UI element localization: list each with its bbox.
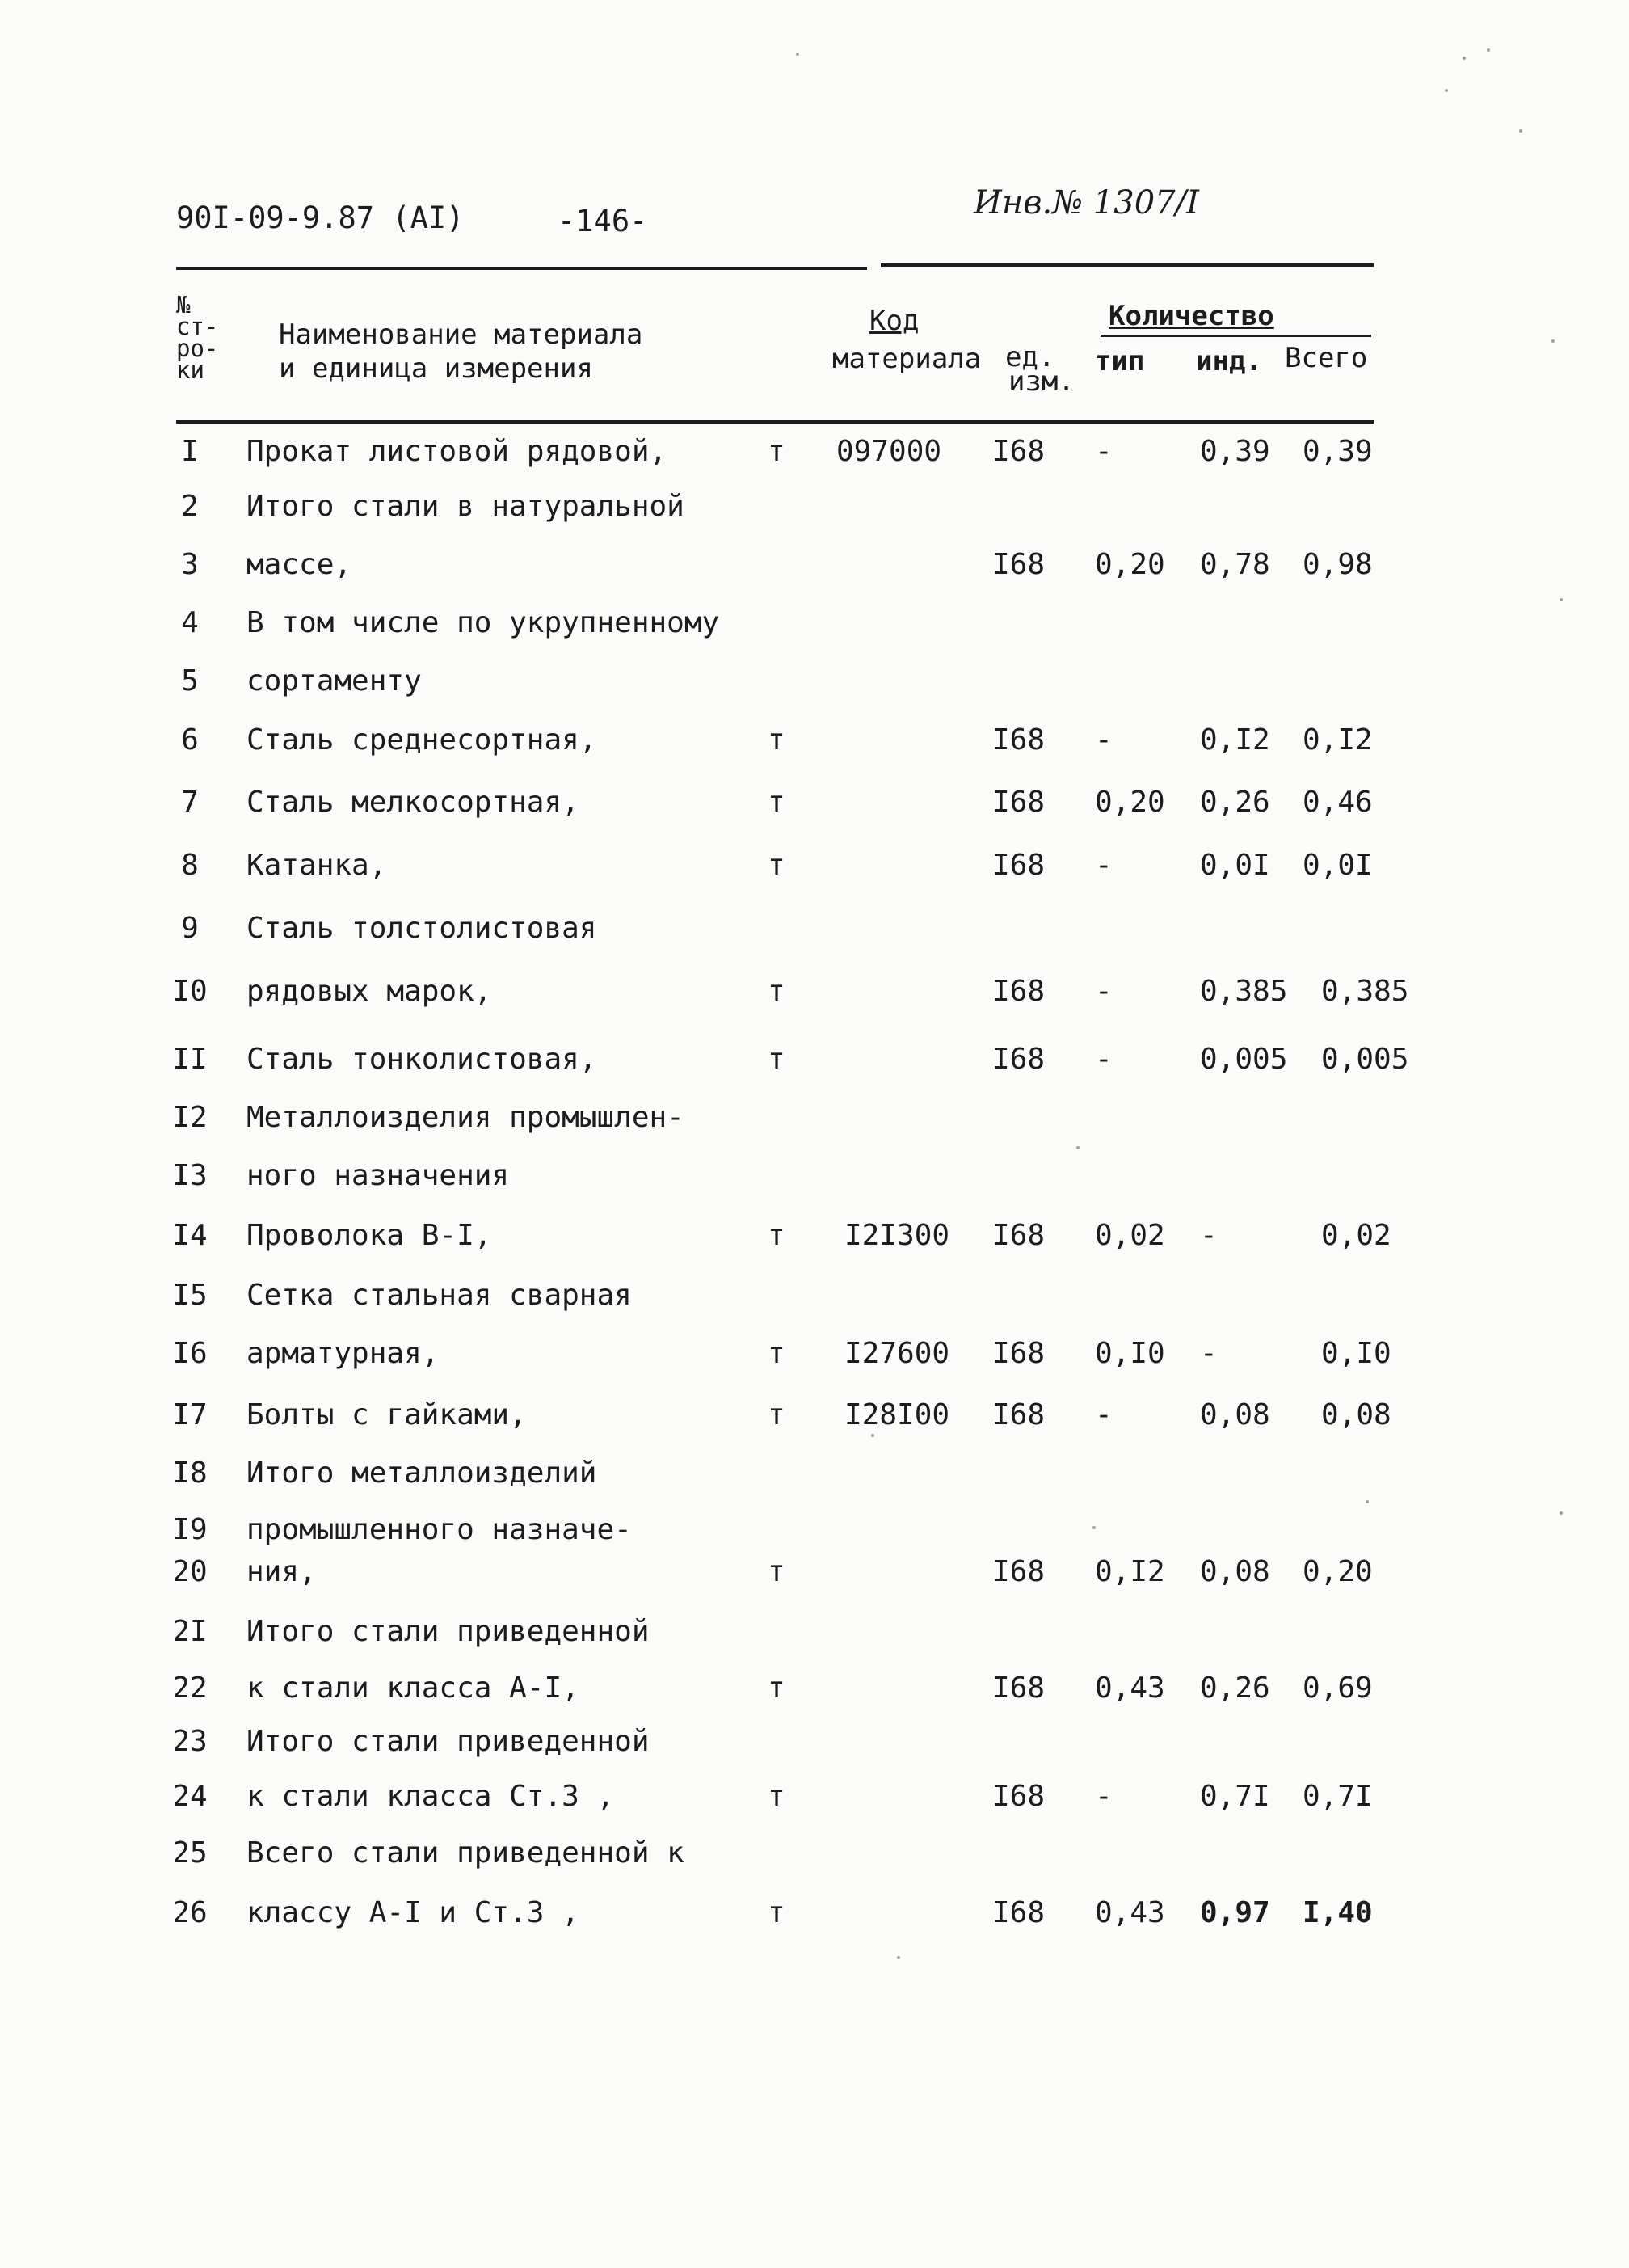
scan-speck [871,1434,874,1437]
scan-speck [1463,57,1466,60]
unit-code: I68 [992,1219,1046,1252]
unit: т [768,723,785,757]
qty-total: 0,98 [1303,548,1373,581]
qty-total: 0,7I [1303,1780,1373,1813]
unit-code: I68 [992,1398,1046,1431]
row-number: 5 [181,664,199,698]
column-unit-code [1005,341,1075,398]
table-row [0,1279,1629,1319]
top-rule-right [881,263,1374,267]
qty-tip: 0,43 [1095,1671,1165,1705]
material-name: массе, [246,548,352,581]
unit-code: I68 [992,435,1046,468]
material-name: Всего стали приведенной к [246,1836,684,1870]
column-name [279,318,642,386]
qty-total: 0,I2 [1303,723,1373,757]
document-code: 90I-09-9.87 (AI) [176,200,465,235]
qty-ind: 0,26 [1200,786,1270,819]
scan-speck [897,1956,900,1959]
row-number: I5 [172,1279,208,1312]
qty-total: 0,I0 [1321,1337,1391,1370]
unit-code: I68 [992,1043,1046,1076]
material-name: рядовых марок, [246,975,492,1008]
material-name: Катанка, [246,849,387,882]
table-row [0,1671,1629,1712]
material-name: В том числе по укрупненному [246,606,720,639]
material-name: Сетка стальная сварная [246,1279,632,1312]
unit-code: I68 [992,1780,1046,1813]
scan-speck [1560,1511,1563,1515]
row-number: 8 [181,849,199,882]
unit: т [768,1671,785,1705]
table-row [0,1337,1629,1377]
material-name: Болты с гайками, [246,1398,527,1431]
row-number: 2I [172,1615,208,1648]
unit: т [768,435,785,468]
scan-speck [1092,1526,1096,1529]
qty-ind: 0,78 [1200,548,1270,581]
row-number: I2 [172,1101,208,1134]
material-code: I2I300 [844,1219,950,1252]
qty-tip: - [1095,1780,1113,1813]
qty-tip: - [1095,1398,1113,1431]
row-number: 26 [172,1896,208,1929]
material-name: Итого стали в натуральной [246,490,684,523]
unit-code: I68 [992,849,1046,882]
material-code: I28I00 [844,1398,950,1431]
table-row [0,1836,1629,1877]
row-number: 9 [181,912,199,945]
qty-ind: 0,005 [1200,1043,1288,1076]
scan-speck [1519,129,1522,133]
qty-ind: 0,39 [1200,435,1270,468]
material-name: Сталь мелкосортная, [246,786,579,819]
qty-total: 0,46 [1303,786,1373,819]
qty-ind: - [1200,1219,1218,1252]
material-name: Сталь толстолистовая [246,912,597,945]
row-number: 3 [181,548,199,581]
unit-code-line: изм. [1008,365,1075,398]
table-row [0,1101,1629,1141]
qty-ind: - [1200,1337,1218,1370]
unit-code: I68 [992,548,1046,581]
material-name: арматурная, [246,1337,440,1370]
table-row [0,1725,1629,1765]
qty-ind: 0,385 [1200,975,1288,1008]
scan-speck [1366,1500,1369,1503]
material-code: I27600 [844,1337,950,1370]
row-no-line: № [176,291,191,318]
qty-ind: 0,I2 [1200,723,1270,757]
table-row [0,1159,1629,1199]
unit-code-line: ед. [1005,341,1055,373]
row-number: I6 [172,1337,208,1370]
unit: т [768,849,785,882]
qty-tip: - [1095,723,1113,757]
row-no-line: ки [176,356,204,384]
unit: т [768,975,785,1008]
header-bottom-rule [176,420,1374,424]
table-row [0,548,1629,588]
row-number: 24 [172,1780,208,1813]
row-number: I7 [172,1398,208,1431]
table-row [0,912,1629,952]
row-number: 23 [172,1725,208,1758]
unit: т [768,1043,785,1076]
row-number: I4 [172,1219,208,1252]
table-row [0,786,1629,826]
name-line: Наименование материала [279,318,643,351]
qty-total: 0,005 [1321,1043,1409,1076]
unit: т [768,1219,785,1252]
row-number: 22 [172,1671,208,1705]
qty-ind: 0,0I [1200,849,1270,882]
material-name: Итого стали приведенной [246,1725,650,1758]
qty-ind: 0,26 [1200,1671,1270,1705]
qty-total: 0,02 [1321,1219,1391,1252]
material-code: 097000 [836,435,942,468]
material-name: Итого стали приведенной [246,1615,650,1648]
qty-ind: 0,97 [1200,1896,1270,1929]
unit-code: I68 [992,1671,1046,1705]
row-number: I3 [172,1159,208,1192]
table-row [0,1219,1629,1259]
row-number: 25 [172,1836,208,1870]
scan-speck [1560,598,1563,601]
name-line: и единица измерения [279,352,593,385]
table-row [0,1456,1629,1497]
row-number: 7 [181,786,199,819]
material-name: к стали класса Ст.3 , [246,1780,615,1813]
table-row [0,1615,1629,1655]
row-no-line: ст- [176,313,219,340]
row-number: 2 [181,490,199,523]
material-name: промышленного назначе- [246,1513,632,1546]
row-number: 6 [181,723,199,757]
column-code-group: Код [869,305,920,337]
scan-speck [1551,339,1555,343]
table-row [0,1896,1629,1937]
column-row-no [176,291,219,384]
material-name: сортаменту [246,664,422,698]
qty-tip: 0,43 [1095,1896,1165,1929]
qty-total: 0,39 [1303,435,1373,468]
qty-tip: 0,02 [1095,1219,1165,1252]
table-row [0,723,1629,764]
qty-ind: 0,08 [1200,1555,1270,1588]
table-row [0,1398,1629,1439]
qty-tip: - [1095,435,1113,468]
table-row [0,1043,1629,1083]
column-ind: инд. [1196,345,1262,377]
table-row [0,606,1629,647]
column-total: Всего [1285,342,1368,374]
material-name: классу А-I и Ст.3 , [246,1896,579,1929]
unit-code: I68 [992,723,1046,757]
material-name: Металлоизделия промышлен- [246,1101,684,1134]
qty-total: I,40 [1303,1896,1373,1929]
row-number: I9 [172,1513,208,1546]
top-rule [176,267,867,270]
table-row [0,1780,1629,1820]
qty-tip: - [1095,1043,1113,1076]
table-row [0,435,1629,475]
unit-code: I68 [992,786,1046,819]
qty-tip: 0,20 [1095,786,1165,819]
row-number: 4 [181,606,199,639]
row-number: II [172,1043,208,1076]
unit-code: I68 [992,1896,1046,1929]
unit: т [768,1337,785,1370]
qty-tip: 0,20 [1095,548,1165,581]
table-row [0,664,1629,705]
qty-tip: - [1095,975,1113,1008]
table-row [0,975,1629,1015]
inventory-number: Инв.№ 1307/I [974,184,1199,221]
qty-total: 0,0I [1303,849,1373,882]
qty-total: 0,385 [1321,975,1409,1008]
unit-code: I68 [992,1555,1046,1588]
table-row [0,1513,1629,1553]
table-row [0,490,1629,530]
row-number: 20 [172,1555,208,1588]
material-name: Итого металлоизделий [246,1456,597,1490]
material-name: к стали класса А-I, [246,1671,579,1705]
qty-total: 0,20 [1303,1555,1373,1588]
qty-ind: 0,08 [1200,1398,1270,1431]
row-number: I0 [172,975,208,1008]
unit: т [768,1398,785,1431]
column-quantity-group: Количество [1109,300,1274,332]
quantity-group-rule [1101,335,1371,337]
qty-total: 0,69 [1303,1671,1373,1705]
material-name: Сталь среднесортная, [246,723,597,757]
scan-speck [1076,1146,1080,1149]
row-no-line: ро- [176,335,219,362]
row-number: I8 [172,1456,208,1490]
material-name: Прокат листовой рядовой, [246,435,667,468]
unit: т [768,1555,785,1588]
qty-tip: 0,I0 [1095,1337,1165,1370]
unit: т [768,786,785,819]
material-name: ного назначения [246,1159,510,1192]
material-name: ния, [246,1555,317,1588]
qty-total: 0,08 [1321,1398,1391,1431]
qty-tip: - [1095,849,1113,882]
row-number: I [181,435,199,468]
scan-speck [1445,89,1448,92]
qty-ind: 0,7I [1200,1780,1270,1813]
column-material-code: материала [832,343,982,375]
unit: т [768,1780,785,1813]
scan-speck [796,53,799,56]
table-row [0,849,1629,889]
unit: т [768,1896,785,1929]
unit-code: I68 [992,975,1046,1008]
scan-speck [1487,48,1490,52]
material-name: Проволока В-I, [246,1219,492,1252]
qty-tip: 0,I2 [1095,1555,1165,1588]
material-name: Сталь тонколистовая, [246,1043,597,1076]
table-row [0,1555,1629,1596]
unit-code: I68 [992,1337,1046,1370]
page-number: -146- [558,204,648,238]
column-tip: тип [1095,345,1145,377]
